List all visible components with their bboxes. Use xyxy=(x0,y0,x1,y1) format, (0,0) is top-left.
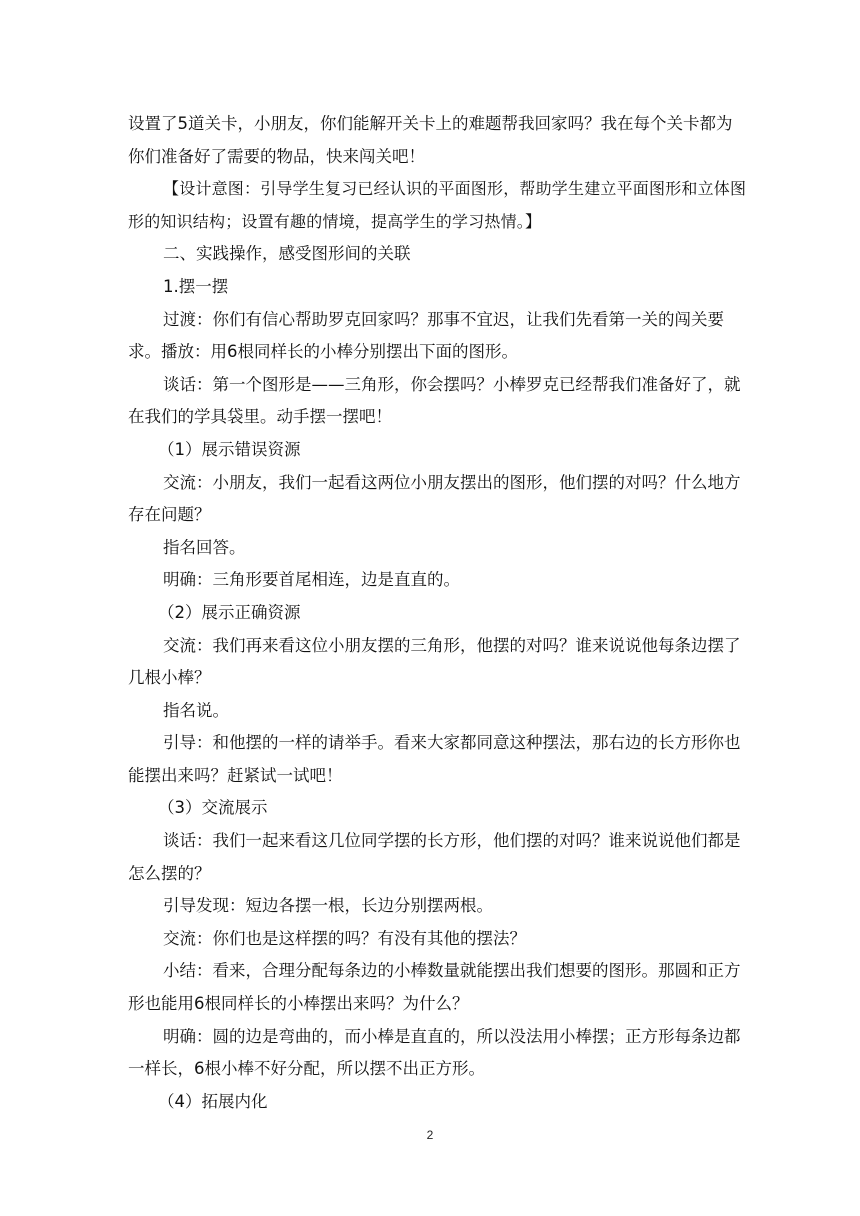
paragraph: 交流：你们也是这样摆的吗？有没有其他的摆法？ xyxy=(163,928,526,948)
paragraph: 交流：我们再来看这位小朋友摆的三角形，他摆的对吗？谁来说说他每条边摆了几根小棒？ xyxy=(128,635,741,688)
page-number: 2 xyxy=(426,1128,434,1142)
subsection-heading: 1.摆一摆 xyxy=(163,276,229,296)
section-heading: 二、实践操作，感受图形间的关联 xyxy=(163,244,411,264)
paragraph: 小结：看来，合理分配每条边的小棒数量就能摆出我们想要的图形。那圆和正方形也能用6根同样长的小棒摆出来吗？为什么？ xyxy=(128,961,741,1014)
design-intent-note: 【设计意图：引导学生复习已经认识的平面图形，帮助学生建立平面图形和立体图形的知识结构；设置有趣的情境，提高学生的学习热情。】 xyxy=(128,179,747,231)
paragraph: 明确：三角形要首尾相连，边是直直的。 xyxy=(163,570,460,590)
paragraph: 指名说。 xyxy=(163,700,229,720)
paragraph: 指名回答。 xyxy=(163,537,246,557)
step-heading: （2）展示正确资源 xyxy=(158,602,301,622)
paragraph: 引导：和他摆的一样的请举手。看来大家都同意这种摆法，那右边的长方形你也能摆出来吗？赶紧试一试吧！ xyxy=(128,733,741,785)
paragraph: 过渡：你们有信心帮助罗克回家吗？那事不宜迟，让我们先看第一关的闯关要求。播放：用6根同样长的小棒分别摆出下面的图形。 xyxy=(128,309,724,362)
step-heading: （1）展示错误资源 xyxy=(158,439,301,459)
step-heading: （3）交流展示 xyxy=(158,798,268,818)
page-body xyxy=(128,108,748,1118)
paragraph: 谈话：我们一起来看这几位同学摆的长方形，他们摆的对吗？谁来说说他们都是怎么摆的？ xyxy=(128,831,741,883)
paragraph: 交流：小朋友，我们一起看这两位小朋友摆出的图形，他们摆的对吗？什么地方存在问题？ xyxy=(128,472,741,525)
paragraph: 设置了5道关卡，小朋友，你们能解开关卡上的难题帮我回家吗？我在每个关卡都为你们准备好了需要的物品，快来闯关吧！ xyxy=(128,114,733,166)
step-heading: （4）拓展内化 xyxy=(158,1091,268,1111)
paragraph: 引导发现：短边各摆一根，长边分别摆两根。 xyxy=(163,896,493,916)
paragraph: 谈话：第一个图形是——三角形，你会摆吗？小棒罗克已经帮我们准备好了，就在我们的学具袋里。动手摆一摆吧！ xyxy=(128,374,741,427)
paragraph: 明确：圆的边是弯曲的，而小棒是直直的，所以没法用小棒摆；正方形每条边都一样长，6根小棒不好分配，所以摆不出正方形。 xyxy=(128,1026,741,1079)
